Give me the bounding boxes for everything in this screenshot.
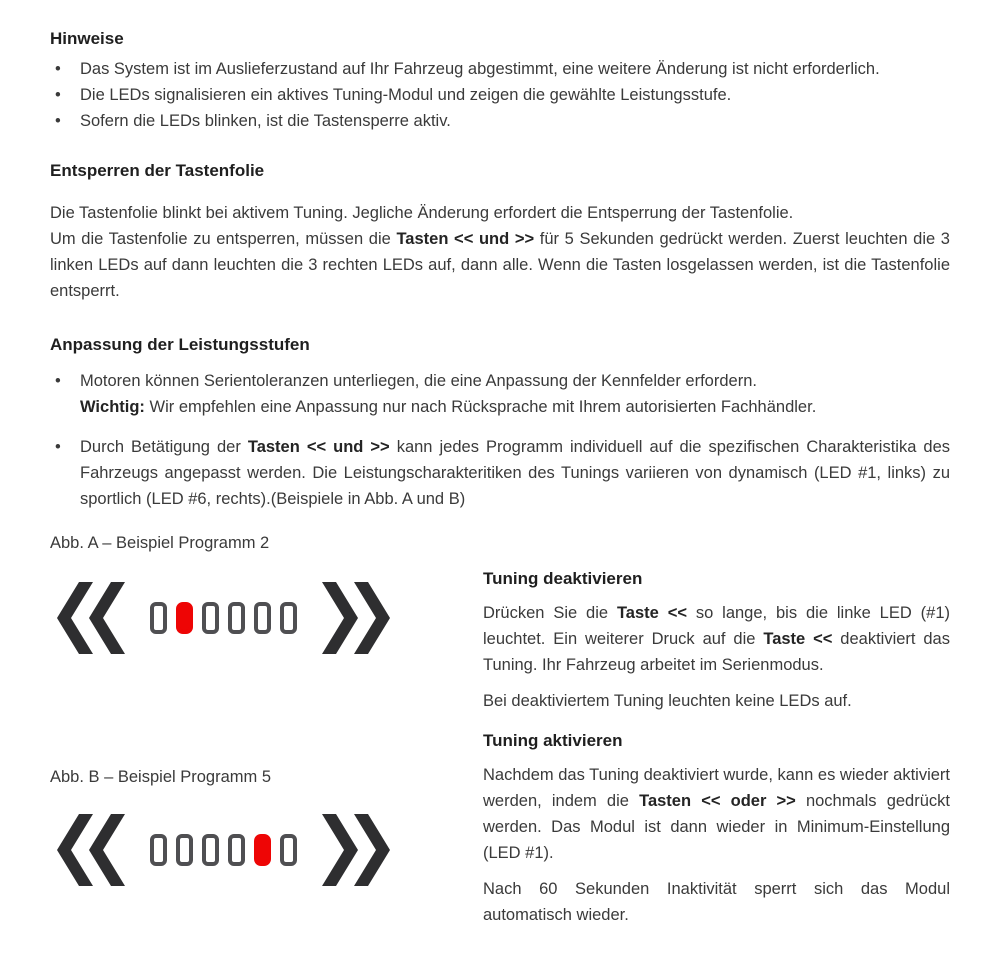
heading-tuning-deaktivieren: Tuning deaktivieren <box>483 569 643 588</box>
section-title-anpassung: Anpassung der Leistungsstufen <box>50 335 310 354</box>
two-column-area <box>50 528 950 938</box>
bold-text-segment: Taste << <box>763 630 833 648</box>
text-segment: Drücken Sie die <box>483 604 617 622</box>
section-anpassung <box>50 332 950 512</box>
led-indicator <box>150 834 167 866</box>
bullet-marker: • <box>55 372 61 390</box>
led-indicator <box>202 834 219 866</box>
bullet-text: Sofern die LEDs blinken, ist die Tastensperre aktiv. <box>80 112 451 130</box>
heading-tuning-aktivieren: Tuning aktivieren <box>483 731 623 750</box>
led-display-a <box>56 582 483 654</box>
paragraph-line <box>80 394 950 420</box>
double-chevron-right-icon <box>321 582 391 654</box>
paragraph-line: Motoren können Serientoleranzen unterliegen, die eine Anpassung der Kennfelder erfordern. <box>80 372 757 390</box>
text-segment: kann jedes Programm individuell auf die spezifischen Charakteristika des Fahrzeugs angepasst werden. Die Leistungscharakteritiken des Tunings variieren von dynamisch (LED #1, links) zu sportlich (LED #6, rechts).(Beispiele in Abb. A und B) <box>80 438 950 508</box>
led-row <box>150 834 297 866</box>
text-segment: Nachdem das Tuning deaktiviert wurde, kann es wieder aktiviert werden, indem die <box>483 766 950 810</box>
paragraph <box>483 762 950 866</box>
list-item <box>50 82 950 108</box>
bullet-marker: • <box>55 438 61 456</box>
double-chevron-left-icon <box>56 814 126 886</box>
entsperren-body <box>50 200 950 304</box>
bold-text-segment: Tasten << oder >> <box>639 792 796 810</box>
anpassung-bullet-list <box>50 368 950 512</box>
led-display-b <box>56 814 483 886</box>
section-title-hinweise: Hinweise <box>50 29 124 48</box>
list-item <box>50 108 950 134</box>
bold-text-segment: Tasten << und >> <box>247 438 390 456</box>
bullet-marker: • <box>55 86 61 104</box>
text-segment: für 5 Sekunden gedrückt werden. Zuerst leuchten die 3 linken LEDs auf dann leuchten die 3 rechten LEDs auf, dann alle. Wenn die Tasten losgelassen werden, ist die Tastenfolie entsperrt. <box>50 230 950 300</box>
paragraph <box>50 226 950 304</box>
text-segment: deaktiviert das Tuning. Ihr Fahrzeug arbeitet im Serienmodus. <box>483 630 950 674</box>
instruction-column <box>483 528 950 938</box>
led-indicator <box>280 602 297 634</box>
bold-text-segment: Taste << <box>616 604 687 622</box>
list-item <box>50 434 950 512</box>
bullet-text <box>80 434 950 512</box>
text-segment: nochmals gedrückt werden. Das Modul ist dann wieder in Minimum-Einstellung (LED #1). <box>483 792 950 862</box>
led-active-indicator <box>254 834 271 866</box>
text-segment: Um die Tastenfolie zu entsperren, müssen die <box>50 230 397 248</box>
bullet-text <box>80 368 950 420</box>
figure-b-label: Abb. B – Beispiel Programm 5 <box>50 768 272 786</box>
section-entsperren <box>50 158 950 304</box>
text-segment: Durch Betätigung der <box>80 438 248 456</box>
figure-b <box>50 764 483 886</box>
list-item <box>50 368 950 420</box>
paragraph: Nach 60 Sekunden Inaktivität sperrt sich das Modul automatisch wieder. <box>483 880 950 924</box>
section-title-entsperren: Entsperren der Tastenfolie <box>50 161 265 180</box>
text-segment: so lange, bis die linke LED (#1) leuchtet. Ein weiterer Druck auf die <box>483 604 951 648</box>
bullet-text: Die LEDs signalisieren ein aktives Tuning-Modul und zeigen die gewählte Leistungsstufe. <box>80 86 732 104</box>
led-row <box>150 602 297 634</box>
led-indicator <box>280 834 297 866</box>
paragraph-line: Die Tastenfolie blinkt bei aktivem Tuning. Jegliche Änderung erfordert die Entsperrung der Tastenfolie. <box>50 204 794 222</box>
list-item <box>50 56 950 82</box>
led-indicator <box>176 834 193 866</box>
bullet-marker: • <box>55 60 61 78</box>
led-indicator <box>254 602 271 634</box>
led-indicator <box>228 602 245 634</box>
figure-a-label: Abb. A – Beispiel Programm 2 <box>50 534 270 552</box>
figure-a <box>50 530 483 654</box>
paragraph <box>483 600 950 678</box>
led-indicator <box>228 834 245 866</box>
bullet-marker: • <box>55 112 61 130</box>
paragraph: Bei deaktiviertem Tuning leuchten keine LEDs auf. <box>483 692 852 710</box>
led-indicator <box>202 602 219 634</box>
figure-column <box>50 528 483 938</box>
bold-text-segment: Tasten << und >> <box>396 230 535 248</box>
text-segment: Wir empfehlen eine Anpassung nur nach Rücksprache mit Ihrem autorisierten Fachhändler. <box>144 398 817 416</box>
double-chevron-right-icon <box>321 814 391 886</box>
bullet-text: Das System ist im Auslieferzustand auf Ihr Fahrzeug abgestimmt, eine weitere Änderung ist nicht erforderlich. <box>80 60 880 78</box>
double-chevron-left-icon <box>56 582 126 654</box>
section-hinweise <box>50 26 950 134</box>
led-indicator <box>150 602 167 634</box>
bold-text-segment: Wichtig: <box>80 398 145 416</box>
hinweise-bullet-list <box>50 56 950 134</box>
led-active-indicator <box>176 602 193 634</box>
